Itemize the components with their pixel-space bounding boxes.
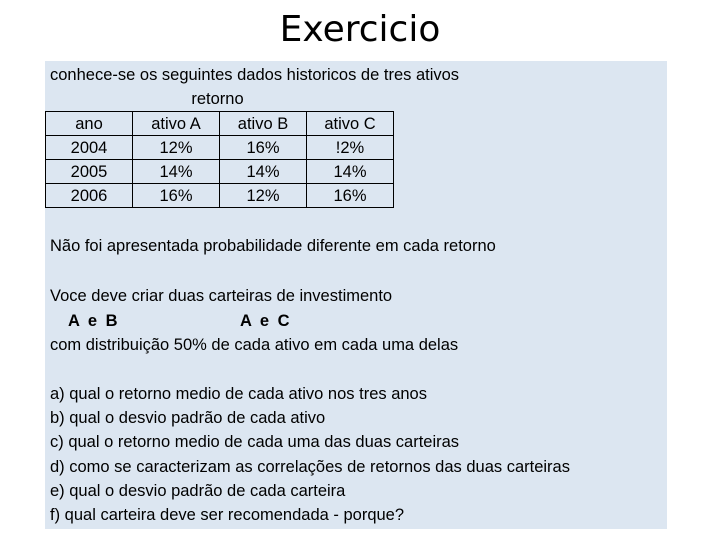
portfolio-b-label: A e C <box>240 312 292 330</box>
question-c: c) qual o retorno medio de cada uma das duas carteiras <box>50 433 460 451</box>
question-e: e) qual o desvio padrão de cada carteira <box>50 482 346 500</box>
exercise-panel <box>45 61 667 529</box>
table-row <box>46 184 394 208</box>
table-row <box>46 160 394 184</box>
column-header: ativo C <box>307 112 394 136</box>
portfolio-labels <box>45 310 667 332</box>
table-group-header: retorno <box>191 90 244 108</box>
column-header: ano <box>46 112 133 136</box>
portfolio-a-label: A e B <box>68 312 120 330</box>
question-a: a) qual o retorno medio de cada ativo nos tres anos <box>50 385 427 403</box>
table-header-row <box>46 112 394 136</box>
table-cell: 14% <box>307 160 394 184</box>
question-f: f) qual carteira deve ser recomendada - porque? <box>50 506 405 524</box>
intro-text: conhece-se os seguintes dados historicos de tres ativos <box>50 66 460 84</box>
table-cell: 2004 <box>46 136 133 160</box>
table-cell: 16% <box>307 184 394 208</box>
table-cell: 12% <box>133 136 220 160</box>
column-header: ativo A <box>133 112 220 136</box>
table-cell: 14% <box>220 160 307 184</box>
table-cell: 2005 <box>46 160 133 184</box>
table-cell: 12% <box>220 184 307 208</box>
table-cell: !2% <box>307 136 394 160</box>
returns-table <box>45 111 394 208</box>
question-d: d) como se caracterizam as correlações de retornos das duas carteiras <box>50 458 570 476</box>
table-cell: 14% <box>133 160 220 184</box>
probability-note: Não foi apresentada probabilidade diferente em cada retorno <box>50 237 496 255</box>
table-cell: 16% <box>133 184 220 208</box>
slide-title: Exercicio <box>279 9 441 50</box>
table-row <box>46 136 394 160</box>
table-cell: 16% <box>220 136 307 160</box>
portfolio-intro: Voce deve criar duas carteiras de investimento <box>50 287 393 305</box>
distribution-text: com distribuição 50% de cada ativo em cada uma delas <box>50 336 459 354</box>
question-b: b) qual o desvio padrão de cada ativo <box>50 409 326 427</box>
table-cell: 2006 <box>46 184 133 208</box>
column-header: ativo B <box>220 112 307 136</box>
